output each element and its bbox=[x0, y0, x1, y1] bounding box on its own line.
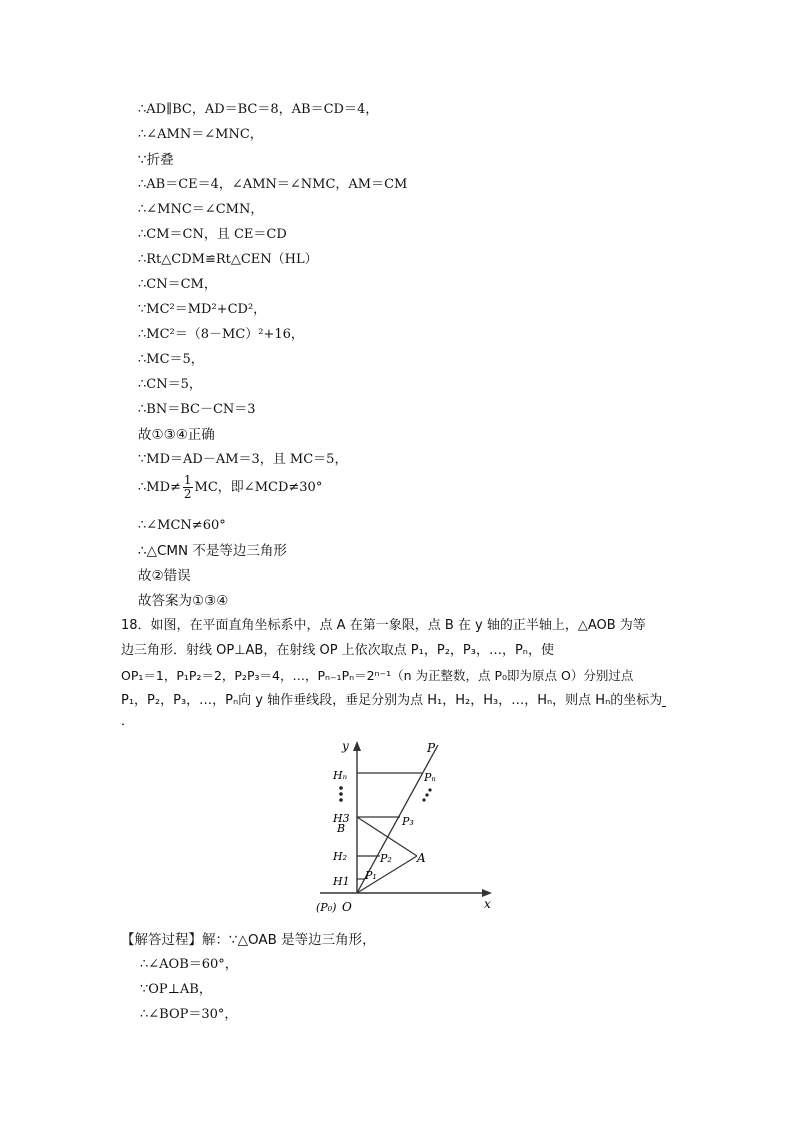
fraction-one-half bbox=[183, 474, 193, 501]
x-axis-arrow bbox=[482, 889, 492, 897]
answer-process-line: ∴∠AOB＝60°， bbox=[140, 957, 238, 972]
label-h1: H1 bbox=[333, 875, 350, 888]
ellipsis-dot bbox=[422, 798, 425, 801]
fraction-numerator: 1 bbox=[183, 473, 192, 487]
label-a: A bbox=[417, 851, 426, 865]
solution-line: ∵折叠 bbox=[138, 152, 174, 168]
problem-18-text: OP₁＝1，P₁P₂＝2，P₂P₃＝4，…，Pₙ₋₁Pₙ＝2ⁿ⁻¹（n 为正整数，点 P₀即为原点 O）分别过点 bbox=[121, 668, 634, 683]
ellipsis-dot bbox=[425, 793, 428, 796]
ellipsis-dot bbox=[428, 788, 431, 791]
ellipsis-dot bbox=[339, 792, 343, 796]
solution-line: ∴BN＝BC－CN＝3 bbox=[138, 402, 256, 417]
label-pn: Pₙ bbox=[424, 771, 436, 784]
solution-line: ∴AB＝CE＝4，∠AMN＝∠NMC，AM＝CM bbox=[138, 177, 408, 192]
fraction-prefix: ∴MD≠ bbox=[138, 480, 181, 495]
solution-line: 故答案为①③④ bbox=[138, 593, 229, 609]
solution-line: ∵MD＝AD－AM＝3，且 MC＝5， bbox=[138, 452, 348, 467]
label-h2: H₂ bbox=[333, 850, 348, 863]
solution-line: ∴△CMN 不是等边三角形 bbox=[138, 543, 287, 559]
label-hn: Hₙ bbox=[333, 769, 348, 782]
solution-line: ∴∠AMN＝∠MNC， bbox=[138, 127, 263, 142]
solution-line: 故①③④正确 bbox=[138, 427, 215, 443]
problem-18-text: ． bbox=[121, 714, 135, 729]
solution-line: ∴MC²＝（8－MC）²+16， bbox=[138, 327, 304, 342]
answer-blank bbox=[662, 694, 666, 707]
solution-line: ∴AD∥BC，AD＝BC＝8，AB＝CD＝4， bbox=[138, 102, 379, 117]
problem-18-text: 边三角形．射线 OP⊥AB，在射线 OP 上依次取点 P₁，P₂，P₃，…，Pₙ，使 bbox=[121, 643, 554, 658]
solution-line: ∵MC²＝MD²+CD²， bbox=[138, 302, 267, 317]
fraction-suffix: MC，即∠MCD≠30° bbox=[194, 480, 323, 495]
solution-line: ∴∠MNC＝∠CMN， bbox=[138, 202, 264, 217]
answer-process-line: 【解答过程】解：∵△OAB 是等边三角形， bbox=[121, 932, 376, 948]
label-y-axis: y bbox=[342, 739, 349, 753]
label-p0: (P₀) bbox=[316, 901, 337, 914]
label-p1: P₁ bbox=[365, 869, 377, 882]
problem-18-text bbox=[121, 692, 666, 710]
ellipsis-dot bbox=[339, 798, 343, 802]
label-p2: P₂ bbox=[380, 852, 392, 865]
fraction-denominator: 2 bbox=[183, 487, 192, 501]
answer-process-line: ∴∠BOP＝30°， bbox=[140, 1007, 238, 1022]
problem-18-text: 18．如图，在平面直角坐标系中，点 A 在第一象限，点 B 在 y 轴的正半轴上，△AOB 为等 bbox=[121, 618, 646, 633]
answer-process-line: ∵OP⊥AB， bbox=[140, 982, 212, 997]
label-p: P bbox=[427, 741, 436, 755]
solution-line: ∴CN＝5， bbox=[138, 377, 202, 392]
solution-line: ∴MC＝5， bbox=[138, 352, 204, 367]
label-p3: P₃ bbox=[402, 815, 414, 828]
coordinate-figure bbox=[300, 735, 500, 915]
solution-line: ∴CN＝CM， bbox=[138, 277, 217, 292]
label-h3: H3 bbox=[333, 812, 350, 825]
ellipsis-dot bbox=[339, 786, 343, 790]
y-axis-arrow bbox=[353, 741, 361, 751]
label-origin: O bbox=[342, 900, 352, 914]
solution-line: ∴∠MCN≠60° bbox=[138, 518, 226, 533]
solution-line: ∴Rt△CDM≌Rt△CEN（HL） bbox=[138, 252, 318, 267]
fraction-line bbox=[138, 474, 322, 501]
label-x-axis: x bbox=[484, 897, 491, 911]
solution-line: ∴CM＝CN，且 CE＝CD bbox=[138, 227, 287, 242]
problem-18-line4: P₁，P₂，P₃，…，Pₙ向 y 轴作垂线段，垂足分别为点 H₁，H₂，H₃，…，Hₙ，则点 Hₙ的坐标为 bbox=[121, 693, 663, 708]
label-b: B bbox=[337, 822, 346, 835]
solution-line: 故②错误 bbox=[138, 568, 191, 584]
